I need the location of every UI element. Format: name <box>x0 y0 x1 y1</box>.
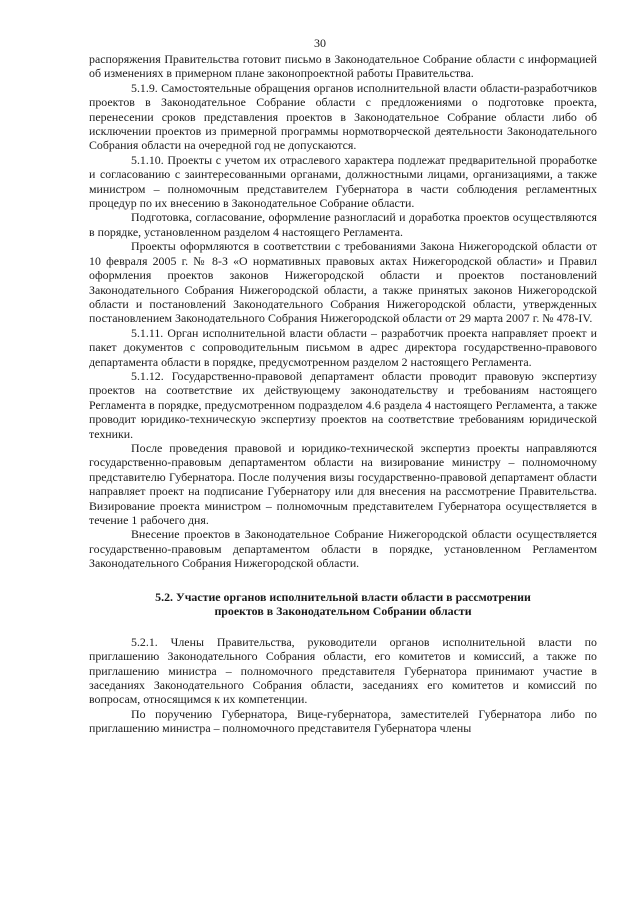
page-number: 30 <box>314 36 326 50</box>
section-heading-line: 5.2. Участие органов исполнительной власти области в рассмотрении <box>155 589 531 604</box>
paragraph-5-2-1: 5.2.1. Члены Правительства, руководители органов исполнительной власти по приглашению Законодательного Собрания области, его комитетов и комиссий, а также по приглашению министра – полномочного представителя Губернатора принимают участие в заседаниях Законодательного Собрания области, заседаниях его комитетов и комиссий по вопросам, относящимся к их компетенции. <box>89 634 597 707</box>
paragraph: После проведения правовой и юридико-технической экспертиз проекты направляются государственно-правовым департаментом области на визирование министру – полномочному представителю Губернатора. После получения визы государственно-правовой департамент области направляет проект на подписание Губернатору или для внесения на рассмотрение Правительства. Визирование проекта министром – полномочным представителем Губернатора осуществляется в течение 1 рабочего дня. <box>89 440 597 527</box>
paragraph-5-1-9: 5.1.9. Самостоятельные обращения органов исполнительной власти области-разработчиков проектов в Законодательное Собрание области с предложениями о подготовке проекта, перенесении сроков представления проектов в Законодательное Собрание области либо об исключении проектов из примерной программы нормотворческой деятельности Законодательного Собрания области на очередной год не допускаются. <box>89 80 597 153</box>
paragraph: По поручению Губернатора, Вице-губернатора, заместителей Губернатора либо по приглашению министра – полномочного представителя Губернатора члены <box>89 706 597 736</box>
paragraph: распоряжения Правительства готовит письмо в Законодательное Собрание области с информацией об изменениях в примерном плане законопроектной работы Правительства. <box>89 52 597 81</box>
section-heading <box>89 590 597 619</box>
paragraph: Подготовка, согласование, оформление разногласий и доработка проектов осуществляются в порядке, установленном разделом 4 настоящего Регламента. <box>89 210 597 239</box>
paragraph-5-1-10: 5.1.10. Проекты с учетом их отраслевого характера подлежат предварительной проработке и согласованию с заинтересованными органами, должностными лицами, организациями, а также министром – полномочным представителем Губернатора в части соблюдения регламентных процедур по их внесению в Законодательное Собрание области. <box>89 152 597 211</box>
section-heading-line: проектов в Законодательном Собрании области <box>214 604 472 619</box>
paragraph: Внесение проектов в Законодательное Собрание Нижегородской области осуществляется государственно-правовым департаментом области в порядке, установленном Регламентом Законодательного Собрания Нижегородской области. <box>89 527 597 571</box>
document-body <box>89 52 597 736</box>
paragraph-5-1-11: 5.1.11. Орган исполнительной власти области – разработчик проекта направляет проект и пакет документов с сопроводительным письмом в адрес директора государственно-правового департамента области в порядке, предусмотренном разделом 2 настоящего Регламента. <box>89 325 597 369</box>
paragraph: Проекты оформляются в соответствии с требованиями Закона Нижегородской области от 10 февраля 2005 г. № 8-З «О нормативных правовых актах Нижегородской области» и Правил оформления проектов законов Нижегородской области и проектов постановлений Законодательного Собрания Нижегородской области, а также принятых законов Нижегородской области и постановлений Законодательного Собрания Нижегородской области, утвержденных постановлением Законодательного Собрания Нижегородской области от 29 марта 2007 г. № 478-IV. <box>89 239 597 326</box>
paragraph-5-1-12: 5.1.12. Государственно-правовой департамент области проводит правовую экспертизу проектов на соответствие их действующему законодательству и требованиям настоящего Регламента в порядке, предусмотренном подразделом 4.6 раздела 4 настоящего Регламента, а также проводит юридико-техническую экспертизу проектов на соответствие требованиям юридической техники. <box>89 368 597 441</box>
